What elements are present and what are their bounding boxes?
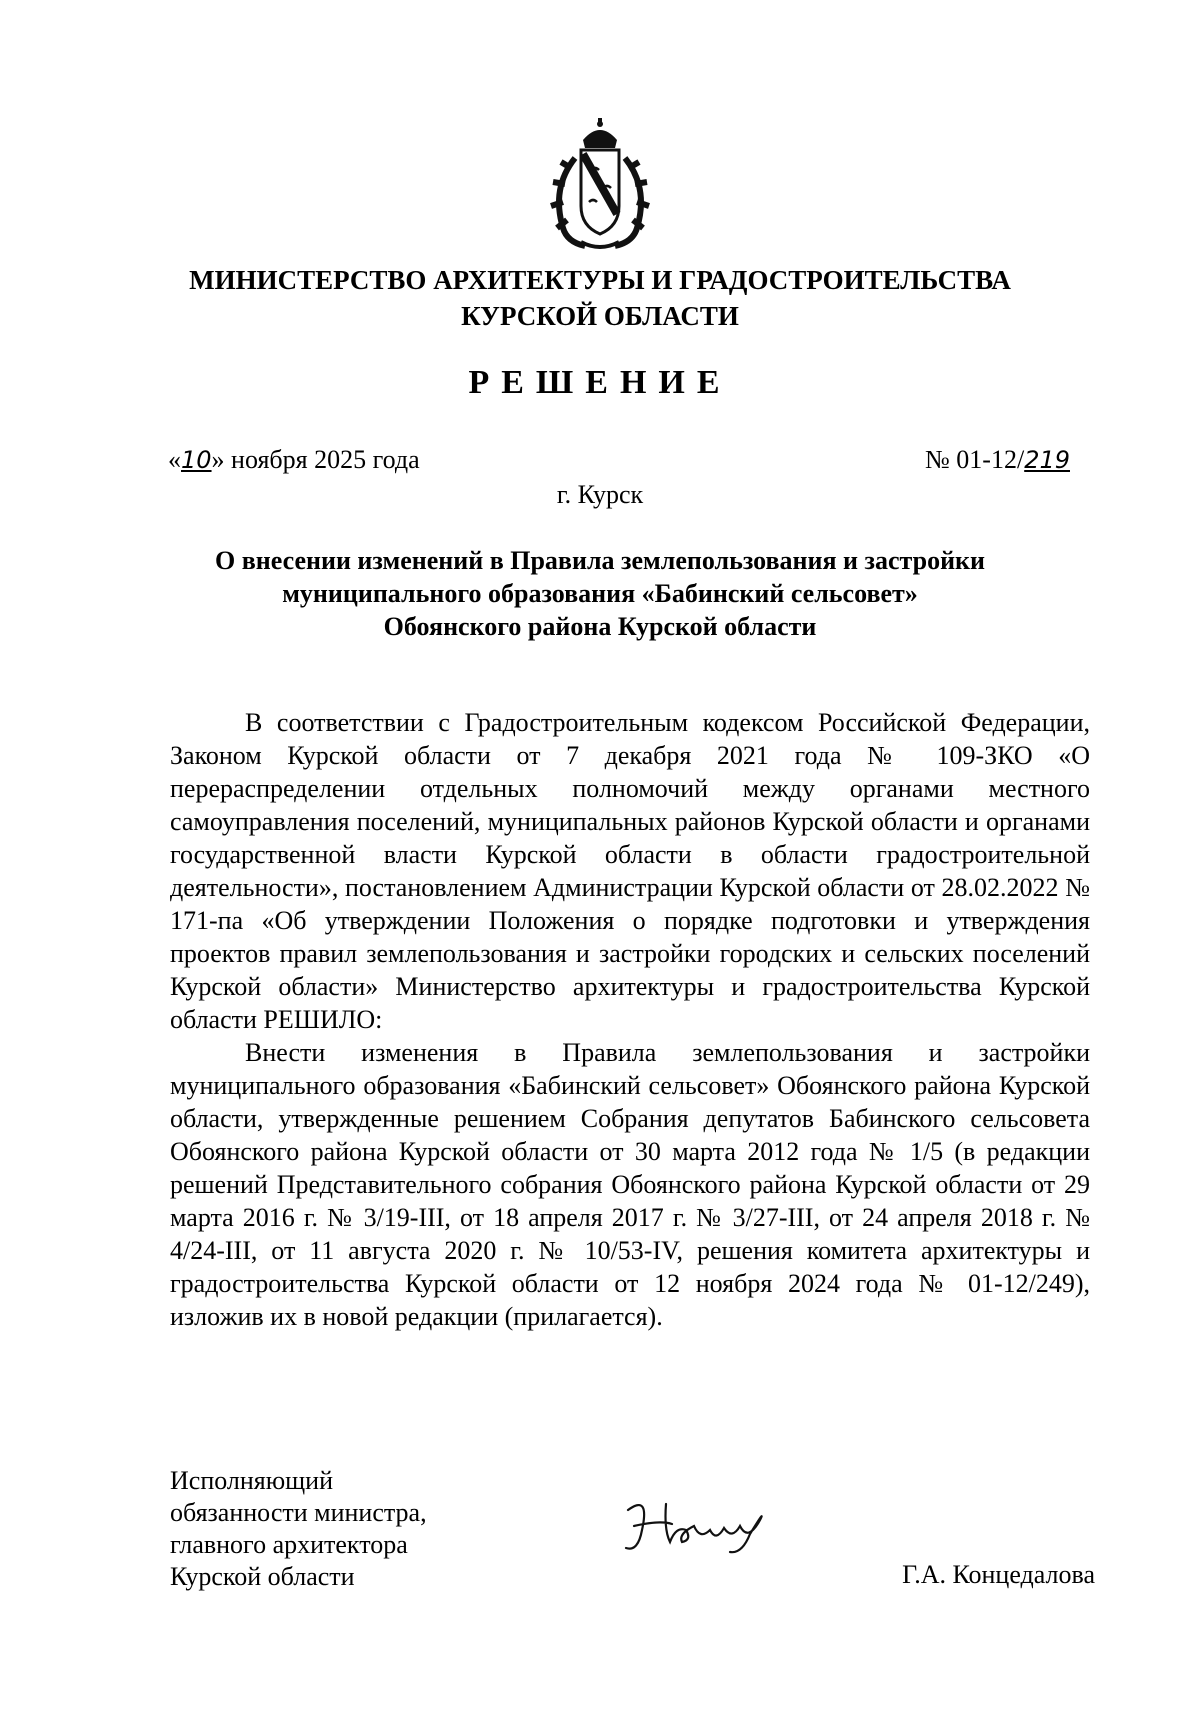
number-handwritten: 219 (1024, 446, 1070, 474)
body-paragraph-2: Внести изменения в Правила землепользования и застройки муниципального образования «Бабинский сельсовет» Обоянского района Курской области, утвержденные решением Собрания депутатов Бабинского сельсовета Обоянского района Курской области от 30 марта 2012 года № 1/5 (в редакции решений Представительного собрания Обоянского района Курской области от 29 марта 2016 г. № 3/19-III, от 18 апреля 2017 г. № 3/27-III, от 24 апреля 2018 г. № 4/24-III, от 11 августа 2020 г. № 10/53-IV, решения комитета архитектуры и градостроительства Курской области от 12 ноября 2024 года № 01-12/249), изложив их в новой редакции (прилагается). (170, 1038, 1090, 1331)
signatory-title (170, 1465, 427, 1593)
subject-line1: О внесении изменений в Правила землепользования и застройки (214, 546, 986, 575)
decision-number (925, 445, 1070, 475)
date-day-handwritten: 10 (181, 446, 212, 474)
signatory-line4: Курской области (170, 1562, 355, 1591)
coat-of-arms-icon (545, 118, 655, 253)
ministry-header (0, 262, 1200, 334)
ministry-name-line2: КУРСКОЙ ОБЛАСТИ (461, 301, 739, 331)
date-open-quote: « (168, 445, 181, 474)
body-paragraph-1: В соответствии с Градостроительным кодексом Российской Федерации, Законом Курской области от 7 декабря 2021 года № 109-ЗКО «О перераспределении отдельных полномочий между органами местного самоуправления поселений, муниципальных районов Курской области и органами государственной власти Курской области в области градостроительной деятельности», постановлением Администрации Курской области от 28.02.2022 № 171-па «Об утверждении Положения о порядке подготовки и утверждения проектов правил землепользования и застройки городских и сельских поселений Курской области» Министерство архитектуры и градостроительства Курской области РЕШИЛО: (170, 708, 1090, 1034)
decision-title: РЕШЕНИЕ (468, 364, 732, 401)
decision-body (170, 706, 1090, 1333)
ministry-name-line1: МИНИСТЕРСТВО АРХИТЕКТУРЫ И ГРАДОСТРОИТЕЛЬСТВА (189, 265, 1011, 295)
subject-line3: Обоянского района Курской области (383, 612, 817, 641)
city: г. Курск (556, 480, 644, 509)
number-prefix: № 01-12/ (924, 445, 1025, 474)
signatory-line3: главного архитектора (170, 1530, 408, 1559)
signatory-name: Г.А. Концедалова (902, 1560, 1095, 1589)
signatory-line2: обязанности министра, (170, 1498, 427, 1527)
decision-subject (150, 544, 1050, 643)
decision-date (168, 445, 420, 475)
handwritten-signature (620, 1490, 780, 1560)
date-rest: » ноября 2025 года (211, 445, 420, 474)
subject-line2: муниципального образования «Бабинский сельсовет» (282, 579, 918, 608)
signatory-line1: Исполняющий (170, 1466, 334, 1495)
